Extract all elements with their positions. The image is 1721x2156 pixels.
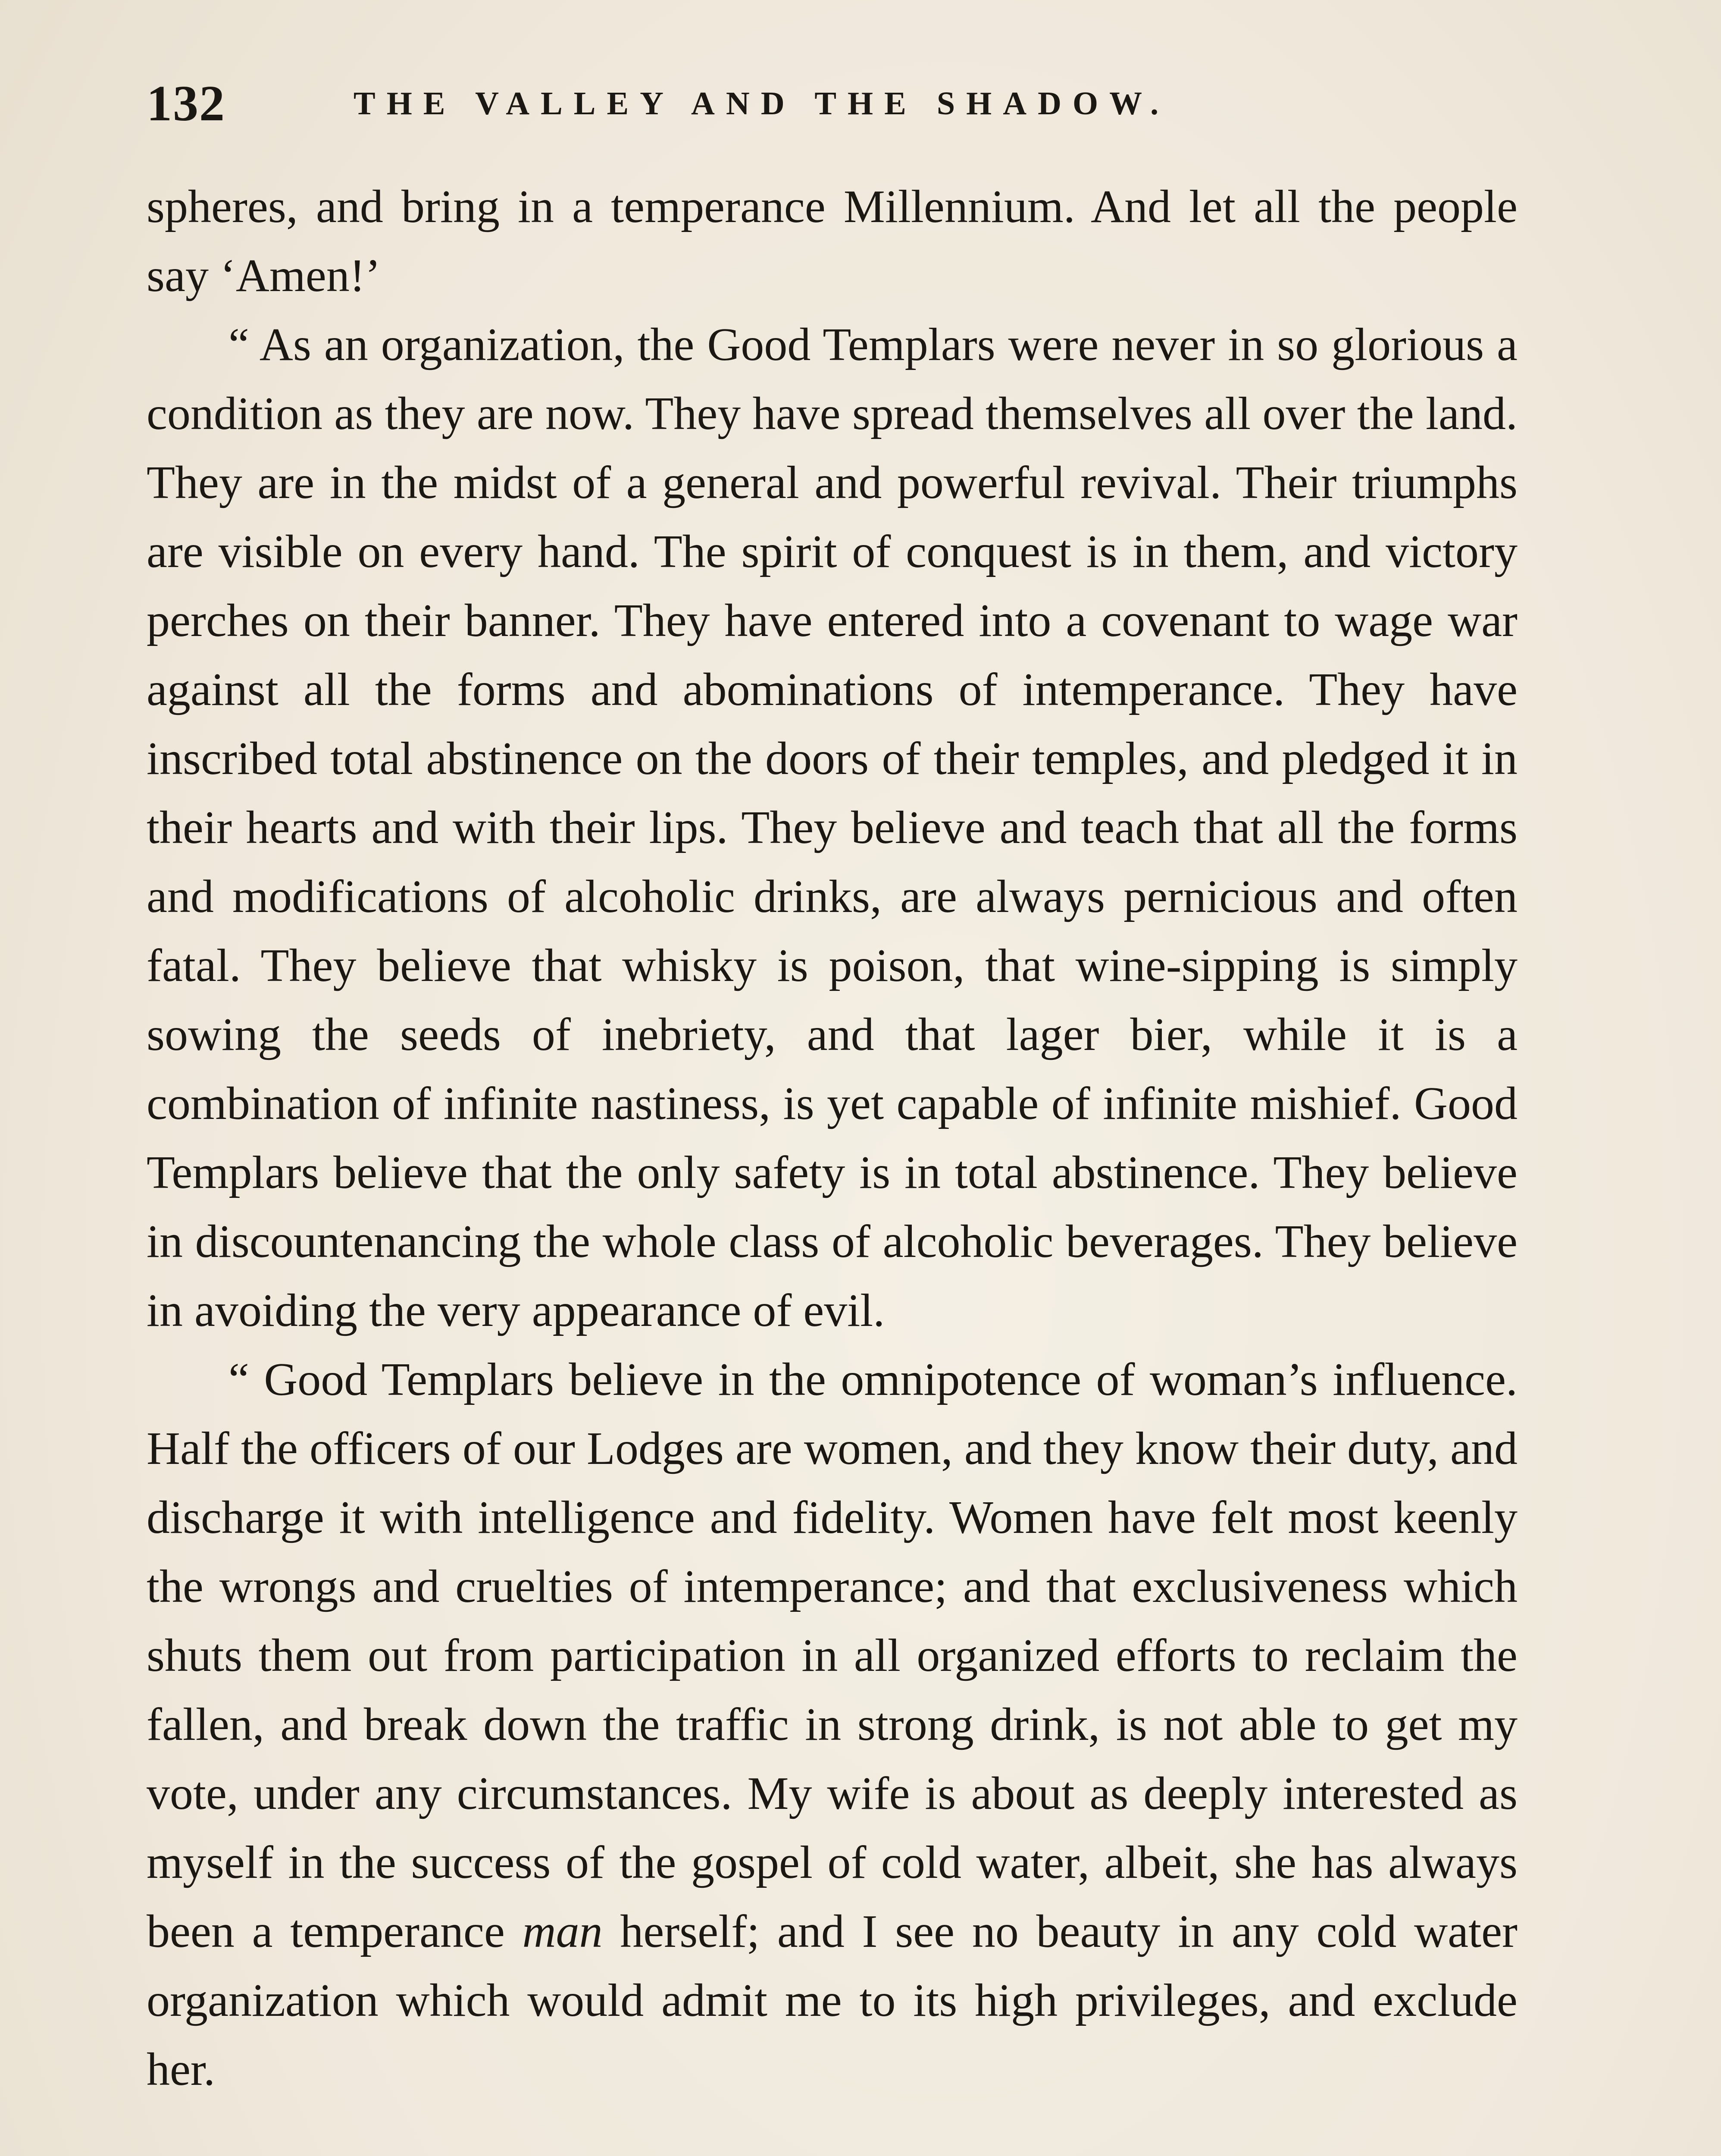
paragraph-2: “ As an organization, the Good Templars were never in so glorious a condition as they are now. They have spread themselves all over the land. They are in the midst of a general and powerful revival. Their triumphs are visible on every hand. The spirit of conquest is in them, and victory perches on their banner. They have entered into a covenant to wage war against all the forms and abominations of intemperance. They have inscribed total abstinence on the doors of their temples, and pledged it in their hearts and with their lips. They believe and teach that all the forms and modifications of alcoholic drinks, are always pernicious and often fatal. They believe that whisky is poison, that wine-sipping is simply sowing the seeds of inebriety, and that lager bier, while it is a combination of infinite nastiness, is yet capable of infinite mishief. Good Templars believe that the only safety is in total abstinence. They believe in discountenancing the whole class of alcoholic beverages. They believe in avoiding the very appearance of evil. bbox=[147, 319, 1518, 1336]
paragraph-3-text-before: “ Good Templars believe in the omnipotence of woman’s influence. Half the officers of our Lodges are women, and they know their duty, and discharge it with intelligence and fidelity. Women have felt most keenly the wrongs and cruelties of intemperance; and that exclusiveness which shuts them out from participation in all organized efforts to reclaim the fallen, and break down the traffic in strong drink, is not able to get my vote, under any circumstances. My wife is about as deeply interested as myself in the success of the gospel of cold water, albeit, she has always been a temperance bbox=[147, 1354, 1518, 1957]
page-header bbox=[147, 60, 1518, 147]
paragraph-3-text-after: herself; and I see no beauty in any cold water organization which would admit me to its high privileges, and exclude her. bbox=[147, 1906, 1518, 2095]
page-number: 132 bbox=[147, 75, 225, 132]
paragraph-3 bbox=[147, 1345, 1518, 2104]
body-text bbox=[147, 172, 1518, 2104]
paragraph-3-emphasis: man bbox=[522, 1906, 603, 1957]
running-head: THE VALLEY AND THE SHADOW. bbox=[354, 85, 1170, 122]
paragraph-1: spheres, and bring in a temperance Millennium. And let all the people say ‘Amen!’ bbox=[147, 181, 1518, 301]
